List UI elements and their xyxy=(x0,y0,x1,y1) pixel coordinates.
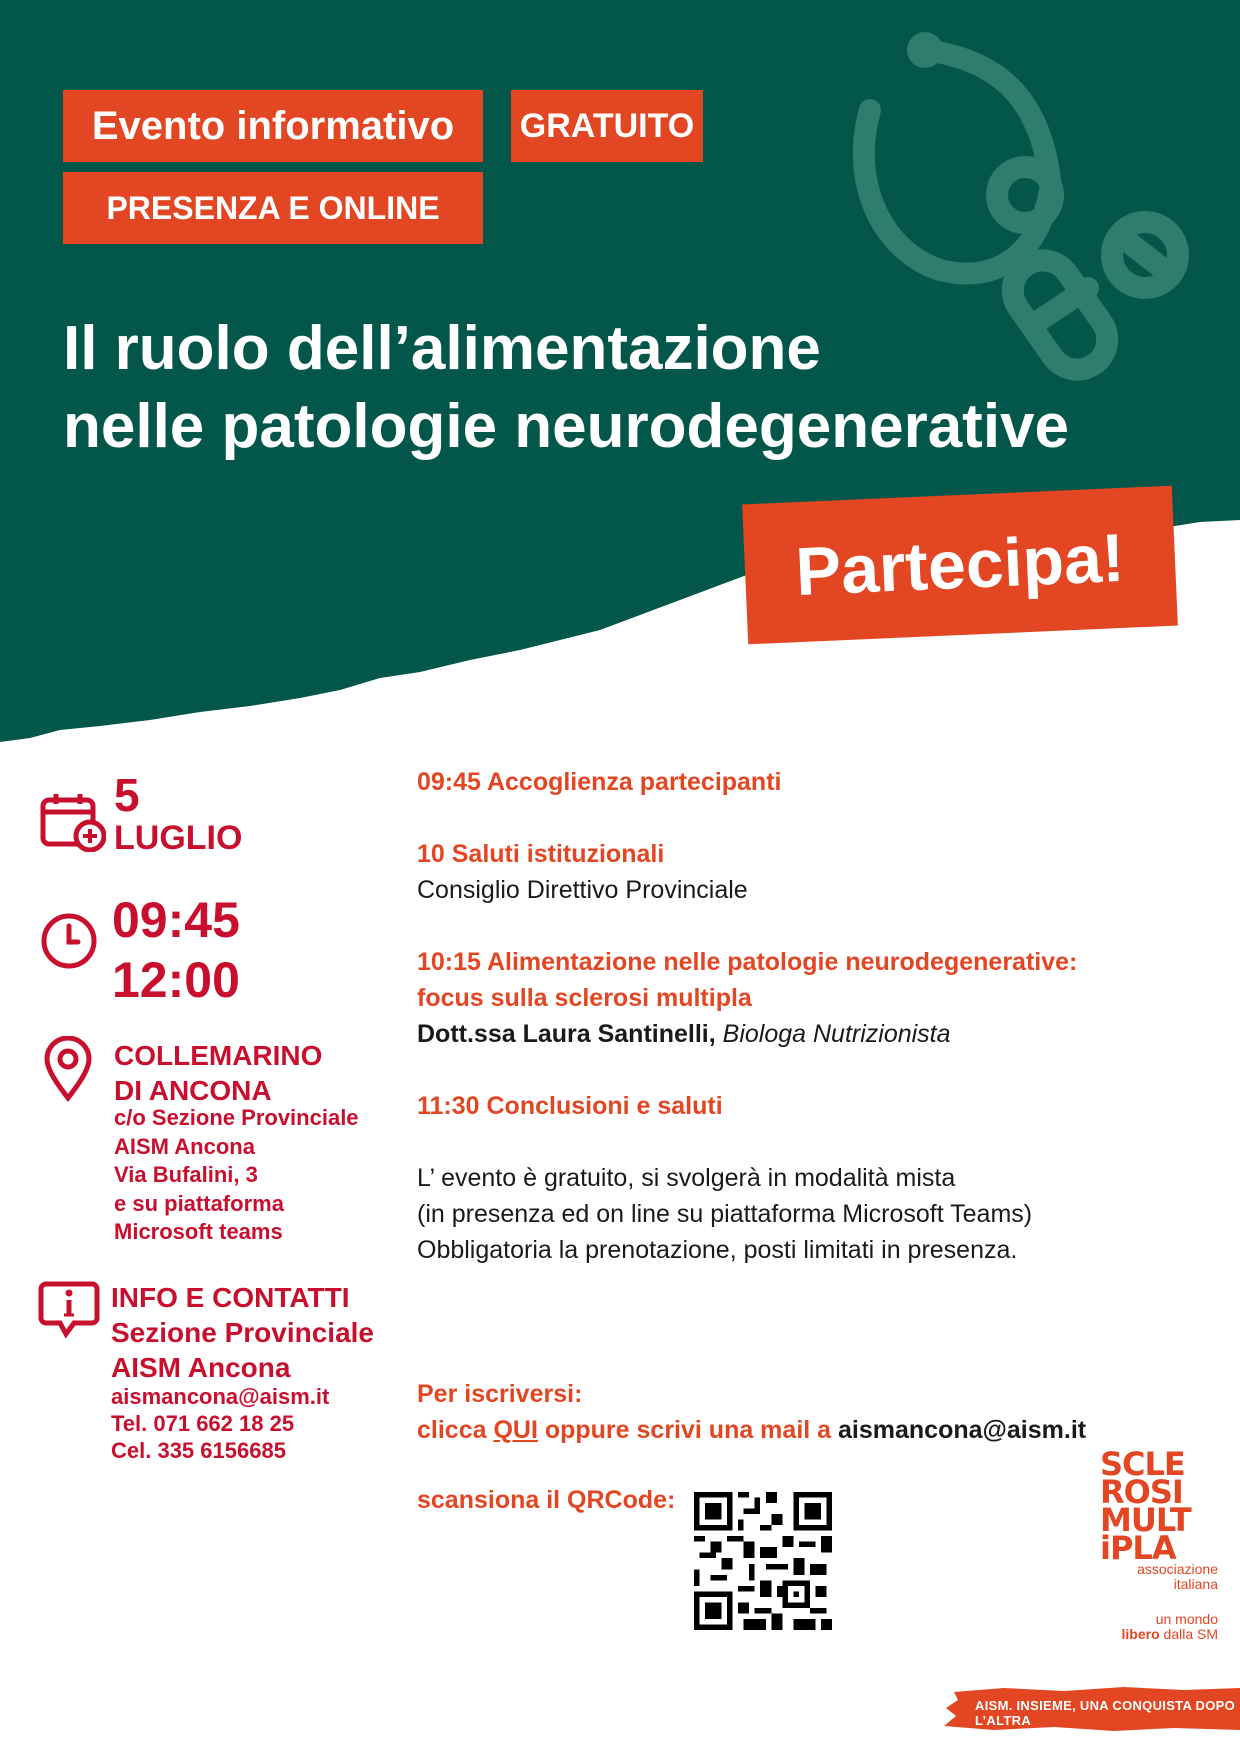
contact-email-link[interactable]: aismancona@aism.it xyxy=(111,1384,330,1409)
aism-logo xyxy=(1100,1445,1218,1642)
logo-tagline-bold: libero xyxy=(1121,1626,1160,1642)
free-tag: GRATUITO xyxy=(511,90,703,162)
logo-word: ROSI xyxy=(1100,1473,1183,1511)
program xyxy=(417,764,1117,1268)
address-line: Microsoft teams xyxy=(114,1219,283,1244)
clock-icon xyxy=(40,912,98,970)
event-note: (in presenza ed on line su piattaforma Microsoft Teams) xyxy=(417,1200,1033,1228)
event-note: L’ evento è gratuito, si svolgerà in modalità mista xyxy=(417,1164,956,1192)
date-day: 5 xyxy=(114,769,140,821)
address-line: c/o Sezione Provinciale xyxy=(114,1105,359,1130)
speaker-name: Dott.ssa Laura Santinelli, xyxy=(417,1020,716,1048)
info-line: AISM Ancona xyxy=(111,1352,291,1383)
program-item: focus sulla sclerosi multipla xyxy=(417,984,752,1012)
event-note: Obbligatoria la prenotazione, posti limitati in presenza. xyxy=(417,1236,1018,1264)
speaker-role: Biologa Nutrizionista xyxy=(722,1020,951,1048)
time-start: 09:45 xyxy=(112,892,240,948)
info-contacts xyxy=(111,1280,374,1385)
logo-assoc: associazione xyxy=(1137,1561,1218,1577)
signup-line xyxy=(417,1412,1086,1448)
logo-word: iPLA xyxy=(1100,1529,1176,1567)
program-item: 09:45 Accoglienza partecipanti xyxy=(417,768,782,796)
logo-tagline xyxy=(1100,1627,1218,1642)
signup-block xyxy=(417,1376,1086,1448)
qr-label: scansiona il QRCode: xyxy=(417,1486,676,1514)
logo-word: SCLE xyxy=(1100,1445,1185,1483)
signup-click-text: clicca xyxy=(417,1416,494,1444)
logo-assoc: italiana xyxy=(1173,1576,1218,1592)
program-item: 10 Saluti istituzionali xyxy=(417,840,665,868)
address-line: e su piattaforma xyxy=(114,1190,284,1216)
program-speaker xyxy=(417,1016,1117,1052)
title-line-1: Il ruolo dell’alimentazione xyxy=(63,314,821,383)
contact-phone: Tel. 071 662 18 25 xyxy=(111,1411,295,1436)
program-item-sub: Consiglio Direttivo Provinciale xyxy=(417,876,748,904)
calendar-add-icon xyxy=(40,790,106,852)
event-type-tag: Evento informativo xyxy=(63,90,483,162)
info-chat-icon xyxy=(38,1280,100,1340)
place-name xyxy=(114,1038,322,1108)
logo-tagline: un mondo xyxy=(1155,1611,1218,1627)
place-line-2: DI ANCONA xyxy=(114,1075,272,1106)
qr-code[interactable] xyxy=(694,1492,832,1630)
address-line: AISM Ancona xyxy=(114,1133,255,1159)
info-title: INFO E CONTATTI xyxy=(111,1282,350,1313)
signup-or-text: oppure scrivi una mail a xyxy=(537,1416,839,1444)
signup-label: Per iscriversi: xyxy=(417,1380,583,1408)
partecipa-button[interactable]: Partecipa! xyxy=(742,486,1178,645)
place-line-1: COLLEMARINO xyxy=(114,1040,323,1071)
signup-link[interactable]: QUI xyxy=(493,1416,538,1444)
location-pin-icon xyxy=(44,1036,92,1102)
address-line: Via Bufalini, 3 xyxy=(114,1162,258,1187)
place-address xyxy=(114,1104,359,1247)
date-month: LUGLIO xyxy=(114,819,243,857)
footer-slogan: AISM. INSIEME, UNA CONQUISTA DOPO L’ALTRA xyxy=(975,1698,1236,1728)
time-end: 12:00 xyxy=(112,952,240,1008)
logo-tagline-rest: dalla SM xyxy=(1159,1626,1218,1642)
title-line-2: nelle patologie neurodegenerative xyxy=(63,392,1070,461)
contact-details xyxy=(111,1383,329,1464)
logo-word: MULT xyxy=(1100,1501,1191,1539)
program-item: 10:15 Alimentazione nelle patologie neurodegenerative: xyxy=(417,948,1078,976)
info-line: Sezione Provinciale xyxy=(111,1317,374,1348)
page-title xyxy=(63,310,1069,466)
program-item: 11:30 Conclusioni e saluti xyxy=(417,1092,723,1120)
signup-email-link[interactable]: aismancona@aism.it xyxy=(838,1416,1087,1444)
event-time xyxy=(112,890,240,1010)
mode-tag: PRESENZA E ONLINE xyxy=(63,172,483,244)
contact-mobile: Cel. 335 6156685 xyxy=(111,1438,286,1463)
